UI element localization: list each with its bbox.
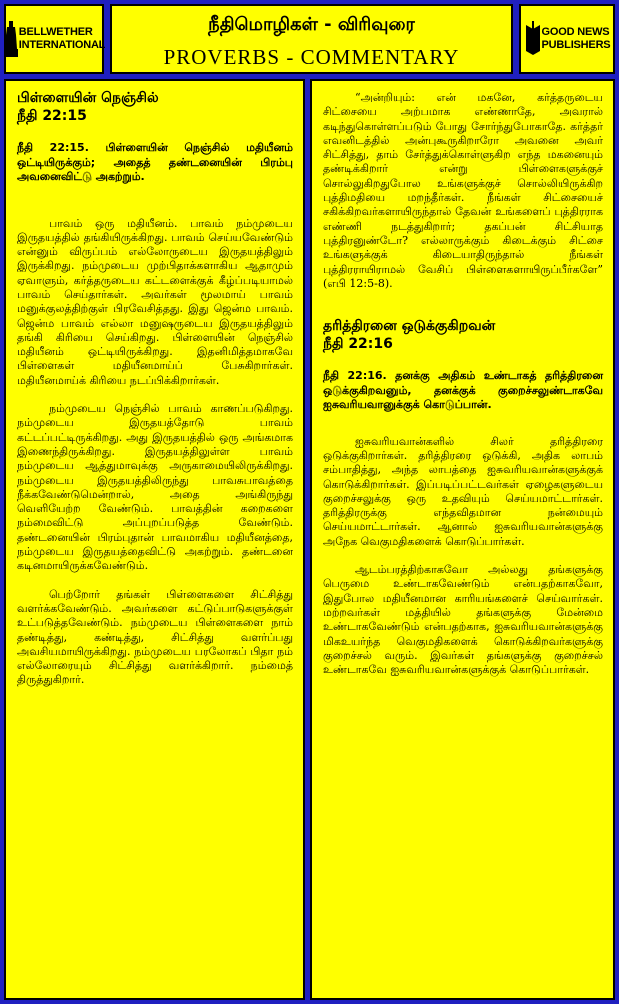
left-column [4,79,305,1000]
quote-paragraph: “அன்றியும்: என் மகனே, கர்த்தருடைய சிட்சையை அற்பமாக எண்ணாதே, அவரால் கடிந்துகொள்ளப்படும் போது சோர்ந்துபோகாதே. கர்த்தர் எவனிடத்தில் அன்புகூருகிறாரோ அவனை அவர் சிட்சித்து, தாம் சேர்த்துக்கொள்ளுகிற எந்த மகனையும் தண்டிக்கிறார் என்று பிள்ளைகளுக்குச் சொல்லுகிறதுபோல உங்களுக்குச் சொல்லியிருக்கிற புத்திமதியை மறந்தீர்கள். நீங்கள் சிட்சையைச் சகிக்கிறவர்களாயிருந்தால் தேவன் உங்களைப் புத்திரராக எண்ணி நடத்துகிறார்; தகப்பன் சிட்சியாத புத்திரனுண்டோ? எல்லாருக்கும் கிடைக்கும் சிட்சை உங்களுக்குக் கிடையாதிருந்தால் நீங்கள் புத்திரராயிராமல் வேசிப் பிள்ளைகளாயிருப்பீர்களே” (எபி 12:5-8). [323,91,603,290]
section-reference: நீதி 22:16 [323,336,393,353]
title-english: PROVERBS - COMMENTARY [163,45,460,69]
section-title: பிள்ளையின் நெஞ்சில் [17,90,159,106]
good-news-logo-text [542,26,611,52]
good-news-logo [519,4,615,74]
paragraph: பெற்றோர் தங்கள் பிள்ளைகளை சிட்சித்து வளர்க்கவேண்டும். அவர்களை கட்டுப்பாடுகளுக்குள் உட்படுத்தவேண்டும். நம்முடைய பிள்ளைகளை நாம் தண்டித்து, கண்டித்து, சிட்சித்து வளர்ப்பது அவசியமாயிருக்கிறது. நம்முடைய பரலோகப் பிதா நம் எல்லோரையும் சிட்சித்து வளர்க்கிறார். நம்மைத் திருத்துகிறார். [17,587,293,687]
paragraph: ஐசுவரியவான்களில் சிலர் தரித்திரரை ஒடுக்குகிறார்கள். தரித்திரரை ஒடுக்கி, அதிக லாபம் சம்பாதித்து, அந்த லாபத்தை ஐசுவரியவான்களுக்குக் கொடுக்கிறார்கள். இப்படிப்பட்டவர்கள் ஏழைகளுடைய குறைச்சலுக்கு ஒரு உதவியும் செய்யமாட்டார்கள். தரித்திரருக்கு எந்தவிதமான நன்மையும் செய்யமாட்டார்கள். ஆனால் ஐசுவரியவான்களுக்கு அநேக வெகுமதிகளைக் கொடுப்பார்கள். [323,434,603,548]
logo-line-2: INTERNATIONAL [18,39,106,51]
paragraph: பாவம் ஒரு மதியீனம். பாவம் நம்முடைய இருதயத்தில் தங்கியிருக்கிறது. பாவம் செய்யவேண்டும் என்னும் விருப்பம் எல்லோருடைய இருதயத்திலும் இருக்கிறது. நம்முடைய முற்பிதாக்களாகிய ஆதாமும் ஏவாளும், கர்த்தருடைய கட்டளைக்குக் கீழ்ப்படியாமல் பாவம் செய்தார்கள். அவர்கள் மூலமாய் பாவம் மனுக்குலத்திற்குள் பிரவேசித்தது. இது ஜென்ம பாவம். ஜென்ம பாவம் எல்லா மனுஷருடைய இருதயத்திலும் தங்கி கிரியை செய்கிறது. பிள்ளையின் நெஞ்சில் மதியீனம் ஒட்டியிருக்கிறது. இதனிமித்தமாகவே பிள்ளைகள் மதியீனமாய்ப் பேசுகிறார்கள். மதியீனமாய்க் கிரியை நடப்பிக்கிறார்கள். [17,216,293,387]
header [4,4,615,74]
logo-line-1: GOOD NEWS [541,26,610,38]
logo-line-1: BELLWETHER [18,26,93,38]
open-book-icon [524,19,542,59]
section-title: தரித்திரனை ஒடுக்குகிறவன் [323,318,496,335]
verse-text: நீதி 22:15. பிள்ளையின் நெஞ்சில் மதியீனம் ஒட்டியிருக்கும்; அதைத் தண்டனையின் பிரம்பு அவனைவிட்டு அகற்றும். [17,141,293,183]
title-tamil: நீதிமொழிகள் - விரிவுரை [208,14,415,35]
logo-line-2: PUBLISHERS [541,39,611,51]
bellwether-logo-text [19,26,105,52]
title-box [110,4,513,74]
bellwether-logo [4,4,104,74]
tower-icon [3,19,19,59]
paragraph: நம்முடைய நெஞ்சில் பாவம் காணப்படுகிறது. நம்முடைய இருதயத்தோடு பாவம் கட்டப்பட்டிருக்கிறது. அது இருதயத்தில் ஒரு அங்கமாக இணைந்திருக்கிறது. இருதயத்திலுள்ள பாவம் நம்முடைய ஆத்துமாவுக்கு அருகாமையிலிருக்கிறது. நம்முடைய இருதயத்திலிருந்து பாவசுபாவத்தை நீக்கவேண்டுமென்றால், அதை அங்கிருந்து வெளியேற்ற வேண்டும். பாவத்தின் கறைகளை நம்மைவிட்டு அப்புறப்படுத்த வேண்டும். தண்டனையின் பிரம்புதான் பாவமாகிய மதியீனத்தை, நம்முடைய இருதயத்தைவிட்டு அகற்றும். தண்டனை கடினமாயிருக்கவேண்டும். [17,402,293,573]
paragraph: ஆடம்பரத்திற்காகவோ அல்லது தங்களுக்கு பெருமை உண்டாகவேண்டும் என்பதற்காகவோ, இதுபோல மதியீனமான காரியங்களைச் செய்வார்கள். மற்றவர்கள் மத்தியில் தங்களுக்கு மேன்மை உண்டாகவேண்டும் என்பதற்காக, ஐசுவரியவான்களுக்கு மிகஉயர்ந்த வெகுமதிகளைக் கொடுக்கிறவர்களுக்கு குறைச்சல் வரும். இவர்கள் தங்களுக்கு குறைச்சல் உண்டாகவே ஐசுவரியவான்களுக்குக் கொடுப்பார்கள். [323,563,603,677]
right-column [310,79,615,1000]
verse-text: நீதி 22:16. தனக்கு அதிகம் உண்டாகத் தரித்திரனை ஒடுக்குகிறவனும், தனக்குக் குறைச்சலுண்டாகவே ஐசுவரியவானுக்குக் கொடுப்பான். [323,369,603,412]
section-reference: நீதி 22:15 [17,108,87,124]
